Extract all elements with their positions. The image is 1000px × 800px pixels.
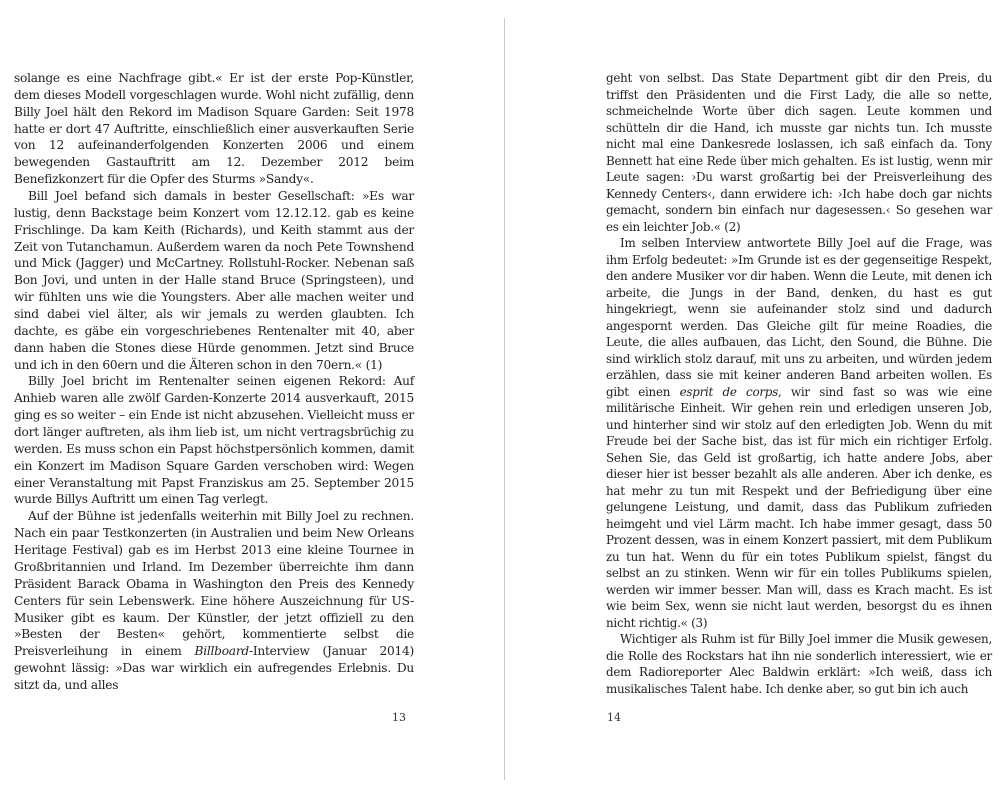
paragraph: Billy Joel bricht im Rentenalter seinen eigenen Rekord: Auf Anhieb waren alle zwölf Garden-Konzerte 2014 ausverkauft, 2015 ging es so weiter – ein Ende ist nicht abzusehen. Vielleicht muss er dort länger auftreten, als ihm lieb ist, um nicht vertragsbrüchig zu werden. Es muss schon ein Papst höchstpersönlich kommen, damit ein Konzert im Madison Square Garden verschoben wird: Wegen einer Veranstaltung mit Papst Franziskus am 25. September 2015 wurde Billys Auftritt um einen Tag verlegt. [14, 374, 414, 507]
paragraph: Im selben Interview antwortete Billy Joel auf die Frage, was ihm Erfolg bedeutet: »Im Grunde ist es der gegenseitige Respekt, den andere Musiker vor dir haben. Wenn die Leute, mit denen ich arbeite, die Jungs in der Band, denken, du hast es gut hingekriegt, wenn sie aufeinander stolz sind und dadurch angespornt werden. Das Gleiche gilt für meine Roadies, die Leute, die alles aufbauen, das Licht, den Sound, die Bühne. Die sind wirklich stolz darauf, mit uns zu arbeiten, und würden jedem erzählen, dass sie mit keiner anderen Band arbeiten wollen. Es gibt einen esprit de corps, wir sind fast so was wie eine militärische Einheit. Wir gehen rein und erledigen unseren Job, und hinterher sind wir stolz auf den erledigten Job. Wenn du mit Freude bei der Sache bist, das ist für mich ein richtiger Erfolg. Sehen Sie, das Geld ist großartig, ich hatte andere Jobs, aber dieser hier ist besser bezahlt als alle anderen. Aber ich denke, es hat mehr zu tun mit Respekt und der Befriedigung über eine gelungene Leistung, und damit, dass das Publikum zufrieden heimgeht und viel Lärm macht. Ich habe immer gesagt, dass 50 Prozent dessen, was in einem Konzert passiert, mit dem Publikum zu tun hat. Wenn du für ein totes Publikum spielst, fängst du selbst an zu stinken. Wenn wir für ein tolles Publikums spielen, werden wir immer besser. Man will, dass es Krach macht. Es ist wie beim Sex, wenn sie nicht laut werden, besorgst du es ihnen nicht richtig.« (3) [606, 236, 992, 630]
left-page-body [14, 70, 414, 694]
page-number: 13 [392, 711, 406, 724]
italic-text: esprit de corps [679, 384, 778, 399]
paragraph: Auf der Bühne ist jedenfalls weiterhin mit Billy Joel zu rechnen. Nach ein paar Testkonzerten (in Australien und beim New Orleans Heritage Festival) gab es im Herbst 2013 eine kleine Tournee in Großbritannien und Irland. Im Dezember überreichte ihm dann Präsident Barack Obama in Washington den Preis des Kennedy Centers für sein Lebenswerk. Eine höhere Auszeichnung für US-Musiker gibt es kaum. Der Künstler, der jetzt offiziell zu den »Besten der Besten« gehört, kommentierte selbst die Preisverleihung in einem Billboard-Interview (Januar 2014) gewohnt lässig: »Das war wirklich ein aufregendes Erlebnis. Du sitzt da, und alles [14, 509, 414, 692]
paragraph: Wichtiger als Ruhm ist für Billy Joel immer die Musik gewesen, die Rolle des Rockstars hat ihn nie sonderlich interessiert, wie er dem Radioreporter Alec Baldwin erklärt: »Ich weiß, dass ich musikalisches Talent habe. Ich denke aber, so gut bin ich auch [606, 632, 992, 696]
right-page [500, 0, 1000, 800]
paragraph: Bill Joel befand sich damals in bester Gesellschaft: »Es war lustig, denn Backstage beim Konzert vom 12.12.12. gab es keine Frischlinge. Da kam Keith (Richards), und Keith stammt aus der Zeit von Tutanchamun. Außerdem waren da noch Pete Townshend und Mick (Jagger) und McCartney. Rollstuhl-Rocker. Nebenan saß Bon Jovi, und unten in der Halle stand Bruce (Springsteen), und wir fühlten uns wie die Youngsters. Aber alle machen weiter und sind dabei viel älter, als wir jemals zu werden glaubten. Ich dachte, es gäbe ein vorgeschriebenes Rentenalter mit 40, aber dann haben die Stones diese Hürde genommen. Jetzt sind Bruce und ich in den 60ern und die Älteren schon in den 70ern.« (1) [14, 189, 414, 372]
italic-text: Billboard [194, 644, 249, 659]
paragraph: solange es eine Nachfrage gibt.« Er ist der erste Pop-Künstler, dem dieses Modell vorgeschlagen wurde. Wohl nicht zufällig, denn Billy Joel hält den Rekord im Madison Square Garden: Seit 1978 hatte er dort 47 Auftritte, einschließlich einer ausverkauften Serie von 12 aufeinanderfolgenden Konzerten 2006 und einem bewegenden Gastauftritt am 12. Dezember 2012 beim Benefizkonzert für die Opfer des Sturms »Sandy«. [14, 71, 414, 187]
paragraph: geht von selbst. Das State Department gibt dir den Preis, du triffst den Präsidenten und die First Lady, die alle so nette, schmeichelnde Worte über dich sagen. Leute kommen und schütteln dir die Hand, ich musste gar nichts tun. Ich musste nicht mal eine Dankesrede loslassen, ich saß einfach da. Tony Bennett hat eine Rede über mich gehalten. Es ist lustig, wenn mir Leute sagen: ›Du warst großartig bei der Preisverleihung des Kennedy Centers‹, dann erwidere ich: ›Ich habe doch gar nichts gemacht, sondern bin einfach nur dagesessen.‹ So gesehen war es ein leichter Job.« (2) [606, 71, 992, 234]
right-page-body [606, 70, 992, 697]
page-number: 14 [607, 711, 621, 724]
